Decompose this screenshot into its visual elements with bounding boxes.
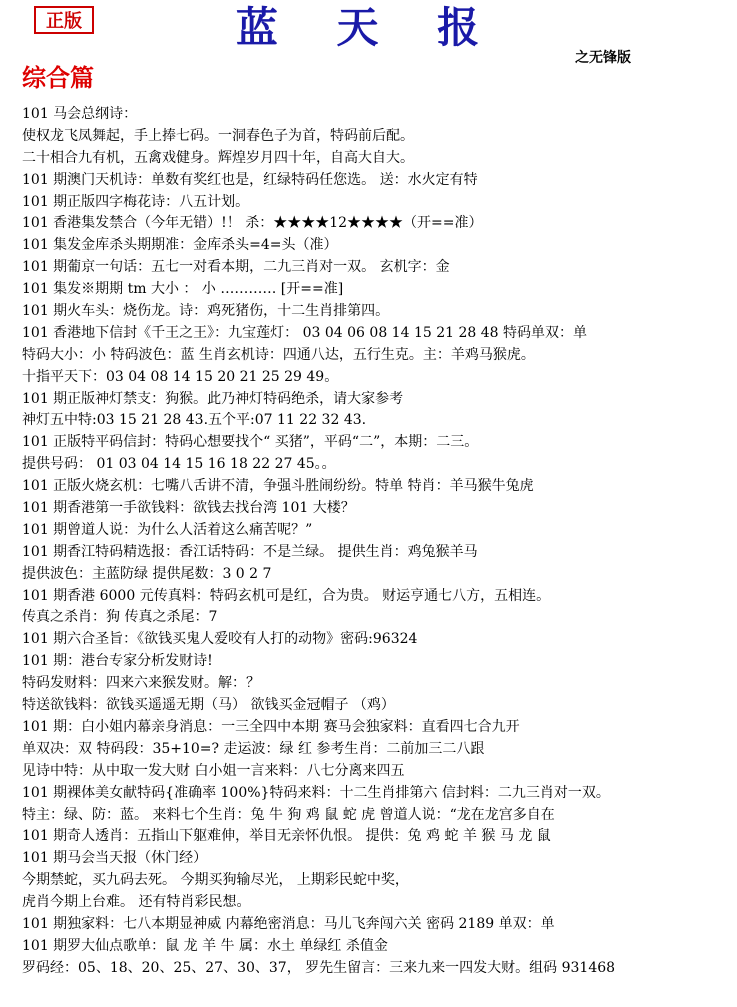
article-line: 虎肖今期上台难。 还有特肖彩民想。 xyxy=(22,894,251,911)
article-line: 特主：绿、防：蓝。 来料七个生肖：兔 牛 狗 鸡 鼠 蛇 虎 曾道人说：“龙在龙宫多自在 xyxy=(22,806,555,823)
article-line: 101 期独家料：七八本期显神威 内幕绝密消息：马儿飞奔闯六关 密码 2189 单双：单 xyxy=(22,915,555,932)
article-line: 单双决：双 特码段：35+10=? 走运波：绿 红 参考生肖：二前加三二八跟 xyxy=(22,740,485,757)
article-line: 101 期正版神灯禁支：狗猴。此乃神灯特码绝杀，请大家参考 xyxy=(22,390,404,407)
article-line: 见诗中特：从中取一发大财 白小姐一言来料：八七分离来四五 xyxy=(22,762,405,779)
article-line: 101 期香港第一手欲钱料：欲钱去找台湾 101 大楼？ xyxy=(22,500,355,517)
article-line: 101 期葡京一句话：五七一对看本期，二九三肖对一双。 玄机字：金 xyxy=(22,259,450,276)
article-line: 101 期火车头：烧伤龙。诗：鸡死猪伤，十二生肖排第四。 xyxy=(22,303,390,320)
article-line: 101 期：港台专家分析发财诗! xyxy=(22,653,213,670)
article-line: 101 香港地下信封《千王之王》：九宝莲灯： 03 04 06 08 14 15 21 28 48 特码单双：单 xyxy=(22,324,588,341)
article-line: 101 期裸体美女献特码{准确率 100%}特码来料：十二生肖排第六 信封料：二九三肖对一双。 xyxy=(22,784,610,801)
article-line: 101 正版特平码信封：特码心想要找个“ 买猪”，平码“二”，本期：二三。 xyxy=(22,434,479,451)
article-line: 罗码经：05、18、20、25、27、30、37， 罗先生留言：三来九来一四发大财。组码 931468 xyxy=(22,959,616,976)
article-line: 101 期六合圣旨：《欲钱买鬼人爱咬有人打的动物》密码:96324 xyxy=(22,631,418,648)
article-line: 传真之杀肖：狗 传真之杀尾：7 xyxy=(22,609,218,626)
article-line: 101 期奇人透肖：五指山下躯难伸，举目无亲怀仇恨。 提供：兔 鸡 蛇 羊 猴 马 龙 鼠 xyxy=(22,828,551,845)
article-line: 101 期罗大仙点歌单：鼠 龙 羊 牛 属：水土 单绿红 杀值金 xyxy=(22,937,388,954)
section-title: 综合篇 xyxy=(22,63,94,92)
article-line: 特码大小：小 特码波色：蓝 生肖玄机诗：四通八达，五行生克。主：羊鸡马猴虎。 xyxy=(22,346,535,363)
article-line: 特码发财料：四来六来猴发财。解：？ xyxy=(22,675,260,692)
article-line: 101 集发金库杀头期期准：金库杀头=4=头（准） xyxy=(22,237,338,254)
article-line: 神灯五中特:03 15 21 28 43.五个平:07 11 22 32 43. xyxy=(22,412,367,429)
masthead-title: 蓝 天 报 xyxy=(235,3,502,52)
article-line: 特送欲钱料：欲钱买遥遥无期（马） 欲钱买金冠帽子 （鸡） xyxy=(22,697,395,714)
edition-label: 之无锋版 xyxy=(575,50,631,66)
article-line: 101 期香港 6000 元传真料：特码玄机可是红，合为贵。 财运亨通七八方，五相连。 xyxy=(22,587,551,604)
article-line: 提供波色：主蓝防绿 提供尾数：3 0 2 7 xyxy=(22,565,272,582)
article-line: 提供号码： 01 03 04 14 15 16 18 22 27 45。。 xyxy=(22,456,336,473)
article-line: 101 马会总纲诗： xyxy=(22,106,138,122)
article-line: 101 正版火烧玄机：七嘴八舌讲不清，争强斗胜闹纷纷。特单 特肖：羊马猴牛兔虎 xyxy=(22,478,534,495)
article-line: 今期禁蛇，买九码去死。 今期买狗输尽光， 上期彩民蛇中奖， xyxy=(22,872,409,889)
article-line: 101 香港集发禁合（今年无错）!！ 杀：★★★★12★★★★（开==准） xyxy=(22,215,483,232)
zhengban-badge: 正版 xyxy=(34,6,94,34)
article-line: 使权龙飞凤舞起，手上捧七码。一洞春色子为首，特码前后配。 xyxy=(22,127,414,144)
article-line: 101 集发※期期 tm 大小 ： 小 ………… [开==准] xyxy=(22,281,344,298)
article-line: 十指平天下：03 04 08 14 15 20 21 25 29 49。 xyxy=(22,368,339,385)
article-line: 101 期澳门天机诗：单数有奖红也是，红绿特码任您选。 送：水火定有特 xyxy=(22,171,478,188)
article-line: 101 期马会当天报（休门经） xyxy=(22,850,208,867)
article-body xyxy=(22,104,734,980)
article-line: 二十相合九有机，五禽戏健身。辉煌岁月四十年，自高大自大。 xyxy=(22,149,414,166)
article-line: 101 期正版四字梅花诗：八五计划。 xyxy=(22,193,250,210)
article-line: 101 期：白小姐内幕亲身消息：一三全四中本期 赛马会独家料：直看四七合九开 xyxy=(22,718,520,735)
article-line: 101 期曾道人说：为什么人活着这么痛苦呢？” xyxy=(22,521,313,538)
article-line: 101 期香江特码精选报：香江话特码：不是兰绿。 提供生肖：鸡兔猴羊马 xyxy=(22,543,478,560)
